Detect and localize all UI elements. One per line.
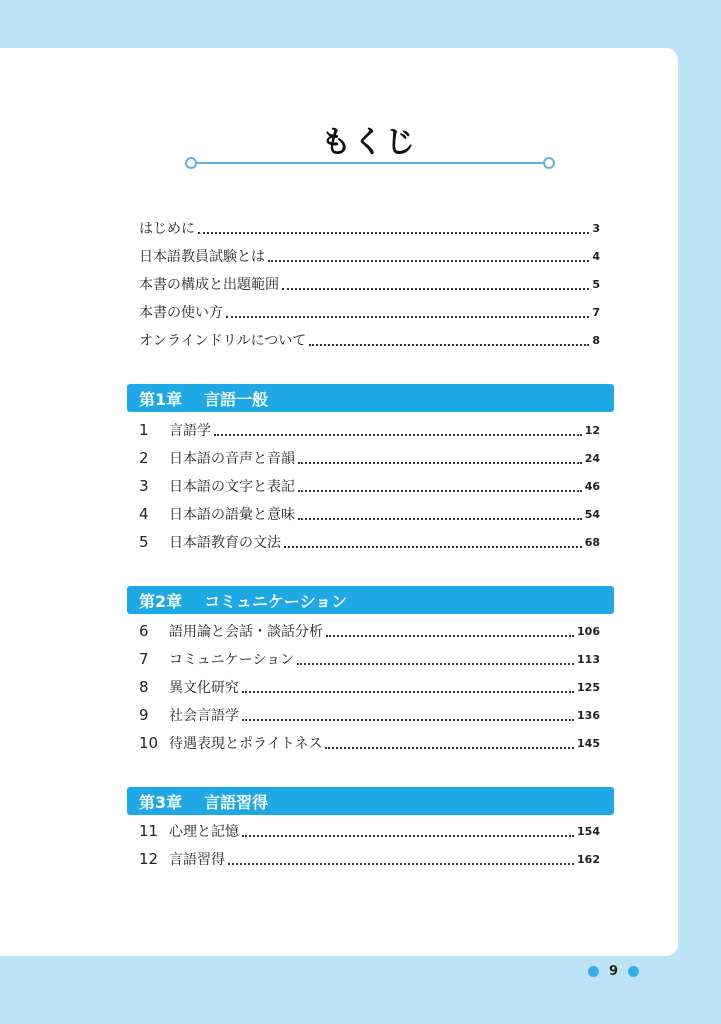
chapter-title: 言語一般 [204, 389, 269, 409]
toc-entry-structure[interactable] [139, 272, 600, 296]
toc-entry-page: 7 [592, 305, 600, 319]
toc-item[interactable] [139, 731, 600, 755]
item-number: 8 [139, 678, 149, 696]
underline-left-dot [185, 157, 197, 169]
toc-entry-label: 社会言語学 [169, 708, 239, 724]
toc-entry-label: 心理と記憶 [169, 824, 239, 840]
toc-entry-label: 本書の構成と出題範囲 [139, 277, 279, 293]
toc-item[interactable] [139, 819, 600, 843]
toc-item[interactable] [139, 474, 600, 498]
leader-dots [242, 835, 574, 837]
toc-entry-page: 12 [584, 423, 600, 437]
toc-item[interactable] [139, 675, 600, 699]
leader-dots [228, 863, 574, 865]
leader-dots [298, 462, 582, 464]
item-number: 12 [139, 850, 159, 868]
toc-item[interactable] [139, 647, 600, 671]
toc-item[interactable] [139, 446, 600, 470]
toc-entry-label: 日本語の文字と表記 [169, 479, 295, 495]
toc-entry-label: 待遇表現とポライトネス [169, 736, 323, 752]
chapter-number: 第3章 [139, 792, 183, 812]
toc-entry-label: はじめに [139, 221, 195, 237]
leader-dots [242, 719, 574, 721]
item-number: 10 [139, 734, 159, 752]
toc-entry-page: 4 [592, 249, 600, 263]
toc-entry-page: 106 [577, 624, 600, 638]
toc-entry-page: 3 [592, 221, 600, 235]
toc-entry-page: 145 [577, 736, 600, 750]
toc-entry-label: 異文化研究 [169, 680, 239, 696]
chapter-number: 第1章 [139, 389, 183, 409]
pager-dot-left [588, 966, 599, 977]
toc-entry-page: 24 [584, 451, 600, 465]
toc-entry-intro[interactable] [139, 216, 600, 240]
toc-entry-label: 言語学 [169, 423, 211, 439]
item-number: 11 [139, 822, 159, 840]
toc-entry-label: オンラインドリルについて [139, 333, 307, 349]
toc-entry-page: 125 [577, 680, 600, 694]
page-number-footer [588, 962, 639, 980]
chapter-1-header[interactable] [127, 384, 614, 412]
toc-item[interactable] [139, 703, 600, 727]
leader-dots [309, 344, 589, 346]
leader-dots [284, 546, 582, 548]
toc-entry-page: 5 [592, 277, 600, 291]
chapter-title: 言語習得 [204, 792, 269, 812]
item-number: 4 [139, 505, 149, 523]
item-number: 7 [139, 650, 149, 668]
toc-entry-label: 本書の使い方 [139, 305, 223, 321]
toc-entry-label: 日本語教員試験とは [139, 249, 265, 265]
toc-item[interactable] [139, 847, 600, 871]
leader-dots [326, 635, 574, 637]
leader-dots [242, 691, 574, 693]
toc-entry-page: 154 [577, 824, 600, 838]
title-underline [185, 157, 555, 169]
underline-right-dot [543, 157, 555, 169]
item-number: 5 [139, 533, 149, 551]
chapter-2-header[interactable] [127, 586, 614, 614]
page-title: もくじ [321, 125, 417, 160]
chapter-title: コミュニケーション [204, 591, 348, 611]
leader-dots [297, 663, 574, 665]
toc-entry-usage[interactable] [139, 300, 600, 324]
toc-entry-label: 日本語教育の文法 [169, 535, 281, 551]
pager-dot-right [628, 966, 639, 977]
leader-dots [298, 490, 582, 492]
toc-entry-label: コミュニケーション [169, 652, 295, 668]
leader-dots [282, 288, 589, 290]
leader-dots [298, 518, 582, 520]
toc-entry-exam[interactable] [139, 244, 600, 268]
leader-dots [268, 260, 589, 262]
leader-dots [226, 316, 589, 318]
item-number: 2 [139, 449, 149, 467]
toc-item[interactable] [139, 530, 600, 554]
toc-entry-page: 113 [577, 652, 600, 666]
leader-dots [198, 232, 589, 234]
toc-entry-label: 日本語の語彙と意味 [169, 507, 295, 523]
toc-item[interactable] [139, 418, 600, 442]
toc-entry-online-drill[interactable] [139, 328, 600, 352]
toc-item[interactable] [139, 619, 600, 643]
item-number: 1 [139, 421, 149, 439]
underline-bar [191, 162, 549, 164]
item-number: 9 [139, 706, 149, 724]
chapter-number: 第2章 [139, 591, 183, 611]
item-number: 3 [139, 477, 149, 495]
page-number: 9 [609, 963, 619, 979]
item-number: 6 [139, 622, 149, 640]
toc-entry-page: 136 [577, 708, 600, 722]
toc-entry-label: 語用論と会話・談話分析 [169, 624, 323, 640]
toc-entry-page: 54 [584, 507, 600, 521]
chapter-3-header[interactable] [127, 787, 614, 815]
leader-dots [214, 434, 582, 436]
toc-entry-page: 68 [584, 535, 600, 549]
toc-entry-page: 8 [592, 333, 600, 347]
toc-item[interactable] [139, 502, 600, 526]
toc-entry-label: 言語習得 [169, 852, 225, 868]
toc-entry-page: 162 [577, 852, 600, 866]
toc-entry-label: 日本語の音声と音韻 [169, 451, 295, 467]
leader-dots [325, 747, 574, 749]
toc-entry-page: 46 [584, 479, 600, 493]
